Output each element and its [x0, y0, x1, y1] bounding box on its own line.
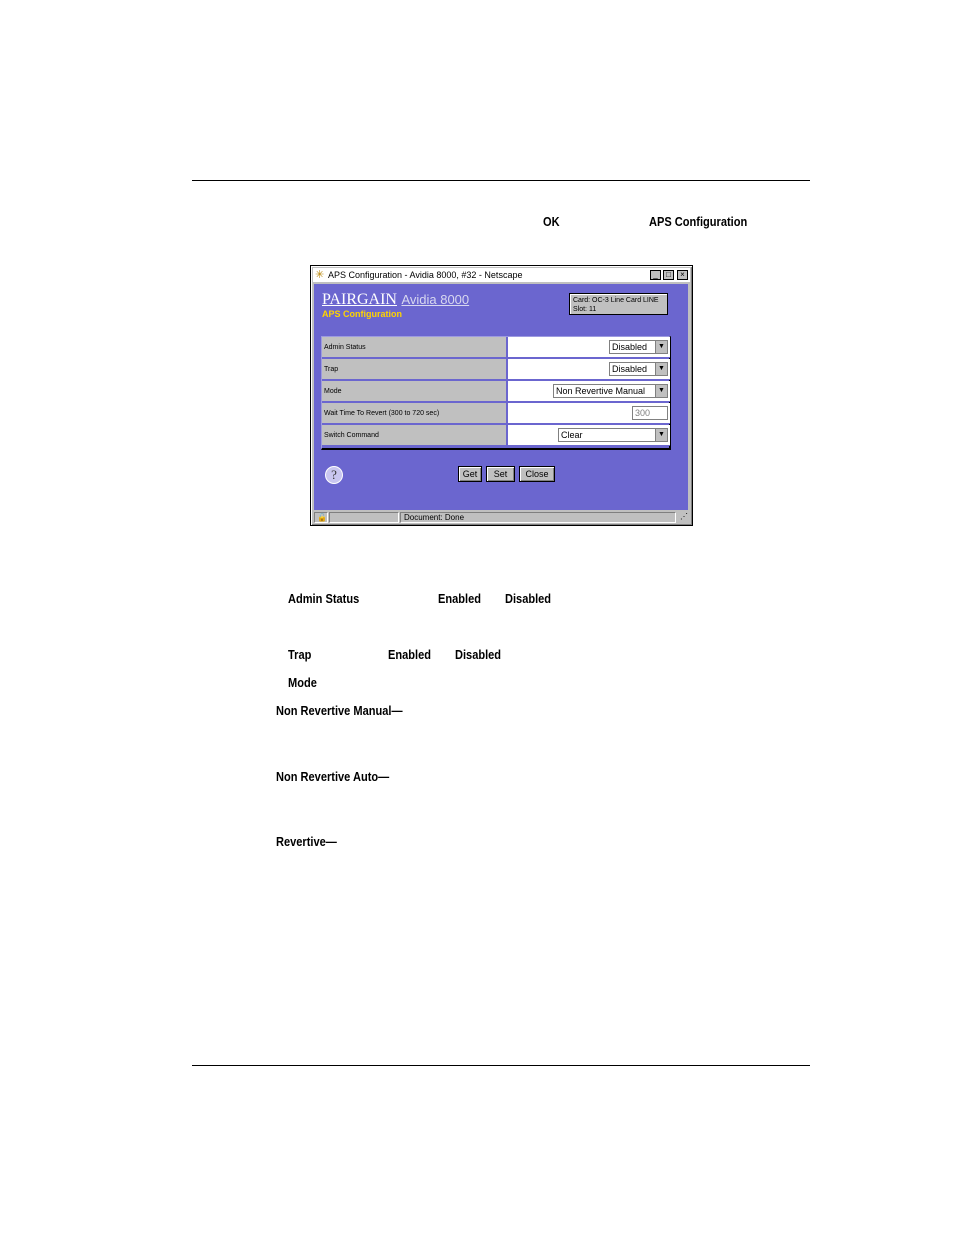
close-window-button[interactable]: ×	[677, 270, 688, 280]
row-admin-status	[322, 337, 670, 359]
trap-select[interactable]	[609, 362, 668, 376]
intro-aps-configuration: APS Configuration	[649, 214, 748, 229]
get-button[interactable]: Get	[458, 466, 482, 482]
admin-status-enabled: Enabled	[438, 591, 481, 606]
row-wait-time	[322, 403, 670, 425]
question-icon[interactable]: ?	[325, 466, 343, 484]
mode-label: Mode	[322, 381, 506, 402]
status-text: Document: Done	[400, 512, 676, 523]
admin-status-label: Admin Status	[322, 337, 506, 358]
chevron-down-icon[interactable]: ▼	[655, 363, 667, 375]
switch-command-cell	[508, 425, 670, 446]
window-title: APS Configuration - Avidia 8000, #32 - Netscape	[328, 270, 523, 280]
admin-status-disabled: Disabled	[505, 591, 552, 606]
progress-cell	[329, 512, 399, 523]
trap-cell	[508, 359, 670, 380]
resize-grip-icon[interactable]: ⋰	[680, 512, 688, 521]
lock-icon[interactable]: 🔓	[314, 512, 328, 523]
mode-value: Non Revertive Manual	[556, 386, 646, 396]
mode-revertive: Revertive—	[276, 834, 337, 849]
minimize-button[interactable]: _	[650, 270, 661, 280]
aps-form	[321, 336, 671, 450]
admin-status-term: Admin Status	[288, 591, 360, 606]
slot-line: Slot: 11	[573, 306, 597, 313]
trap-disabled: Disabled	[455, 647, 502, 662]
chevron-down-icon[interactable]: ▼	[655, 385, 667, 397]
logo-brand: PAIRGAIN	[322, 291, 397, 308]
logo-product: Avidia 8000	[401, 292, 470, 307]
card-info-box	[569, 293, 668, 315]
close-button[interactable]: Close	[519, 466, 555, 482]
maximize-button[interactable]: □	[663, 270, 674, 280]
trap-enabled: Enabled	[388, 647, 431, 662]
mode-cell	[508, 381, 670, 402]
admin-status-select[interactable]	[609, 340, 668, 354]
page-content	[314, 284, 688, 510]
row-mode	[322, 381, 670, 403]
pairgain-logo[interactable]	[322, 291, 469, 309]
wait-time-input[interactable]: 300	[632, 406, 668, 420]
wait-time-label: Wait Time To Revert (300 to 720 sec)	[322, 403, 506, 424]
chevron-down-icon[interactable]: ▼	[655, 429, 667, 441]
status-bar	[313, 511, 690, 524]
admin-status-value: Disabled	[612, 342, 648, 352]
mode-non-revertive-manual: Non Revertive Manual—	[276, 703, 403, 718]
netscape-star-icon: ✳	[315, 269, 325, 281]
page-subtitle: APS Configuration	[322, 309, 402, 319]
set-button[interactable]: Set	[486, 466, 515, 482]
admin-status-cell	[508, 337, 670, 358]
wait-time-cell	[508, 403, 670, 424]
top-rule	[192, 180, 810, 181]
intro-ok: OK	[543, 214, 560, 229]
switch-command-label: Switch Command	[322, 425, 506, 446]
mode-select[interactable]	[553, 384, 668, 398]
row-switch-command	[322, 425, 670, 447]
mode-term: Mode	[288, 675, 317, 690]
switch-command-value: Clear	[561, 430, 583, 440]
trap-value: Disabled	[612, 364, 648, 374]
chevron-down-icon[interactable]: ▼	[655, 341, 667, 353]
window-titlebar[interactable]	[313, 268, 690, 282]
bottom-rule	[192, 1065, 810, 1066]
switch-command-select[interactable]	[558, 428, 668, 442]
trap-term: Trap	[288, 647, 312, 662]
card-line: Card: OC-3 Line Card LINE	[573, 297, 659, 304]
row-trap	[322, 359, 670, 381]
trap-label: Trap	[322, 359, 506, 380]
mode-non-revertive-auto: Non Revertive Auto—	[276, 769, 390, 784]
aps-configuration-window	[310, 265, 693, 526]
